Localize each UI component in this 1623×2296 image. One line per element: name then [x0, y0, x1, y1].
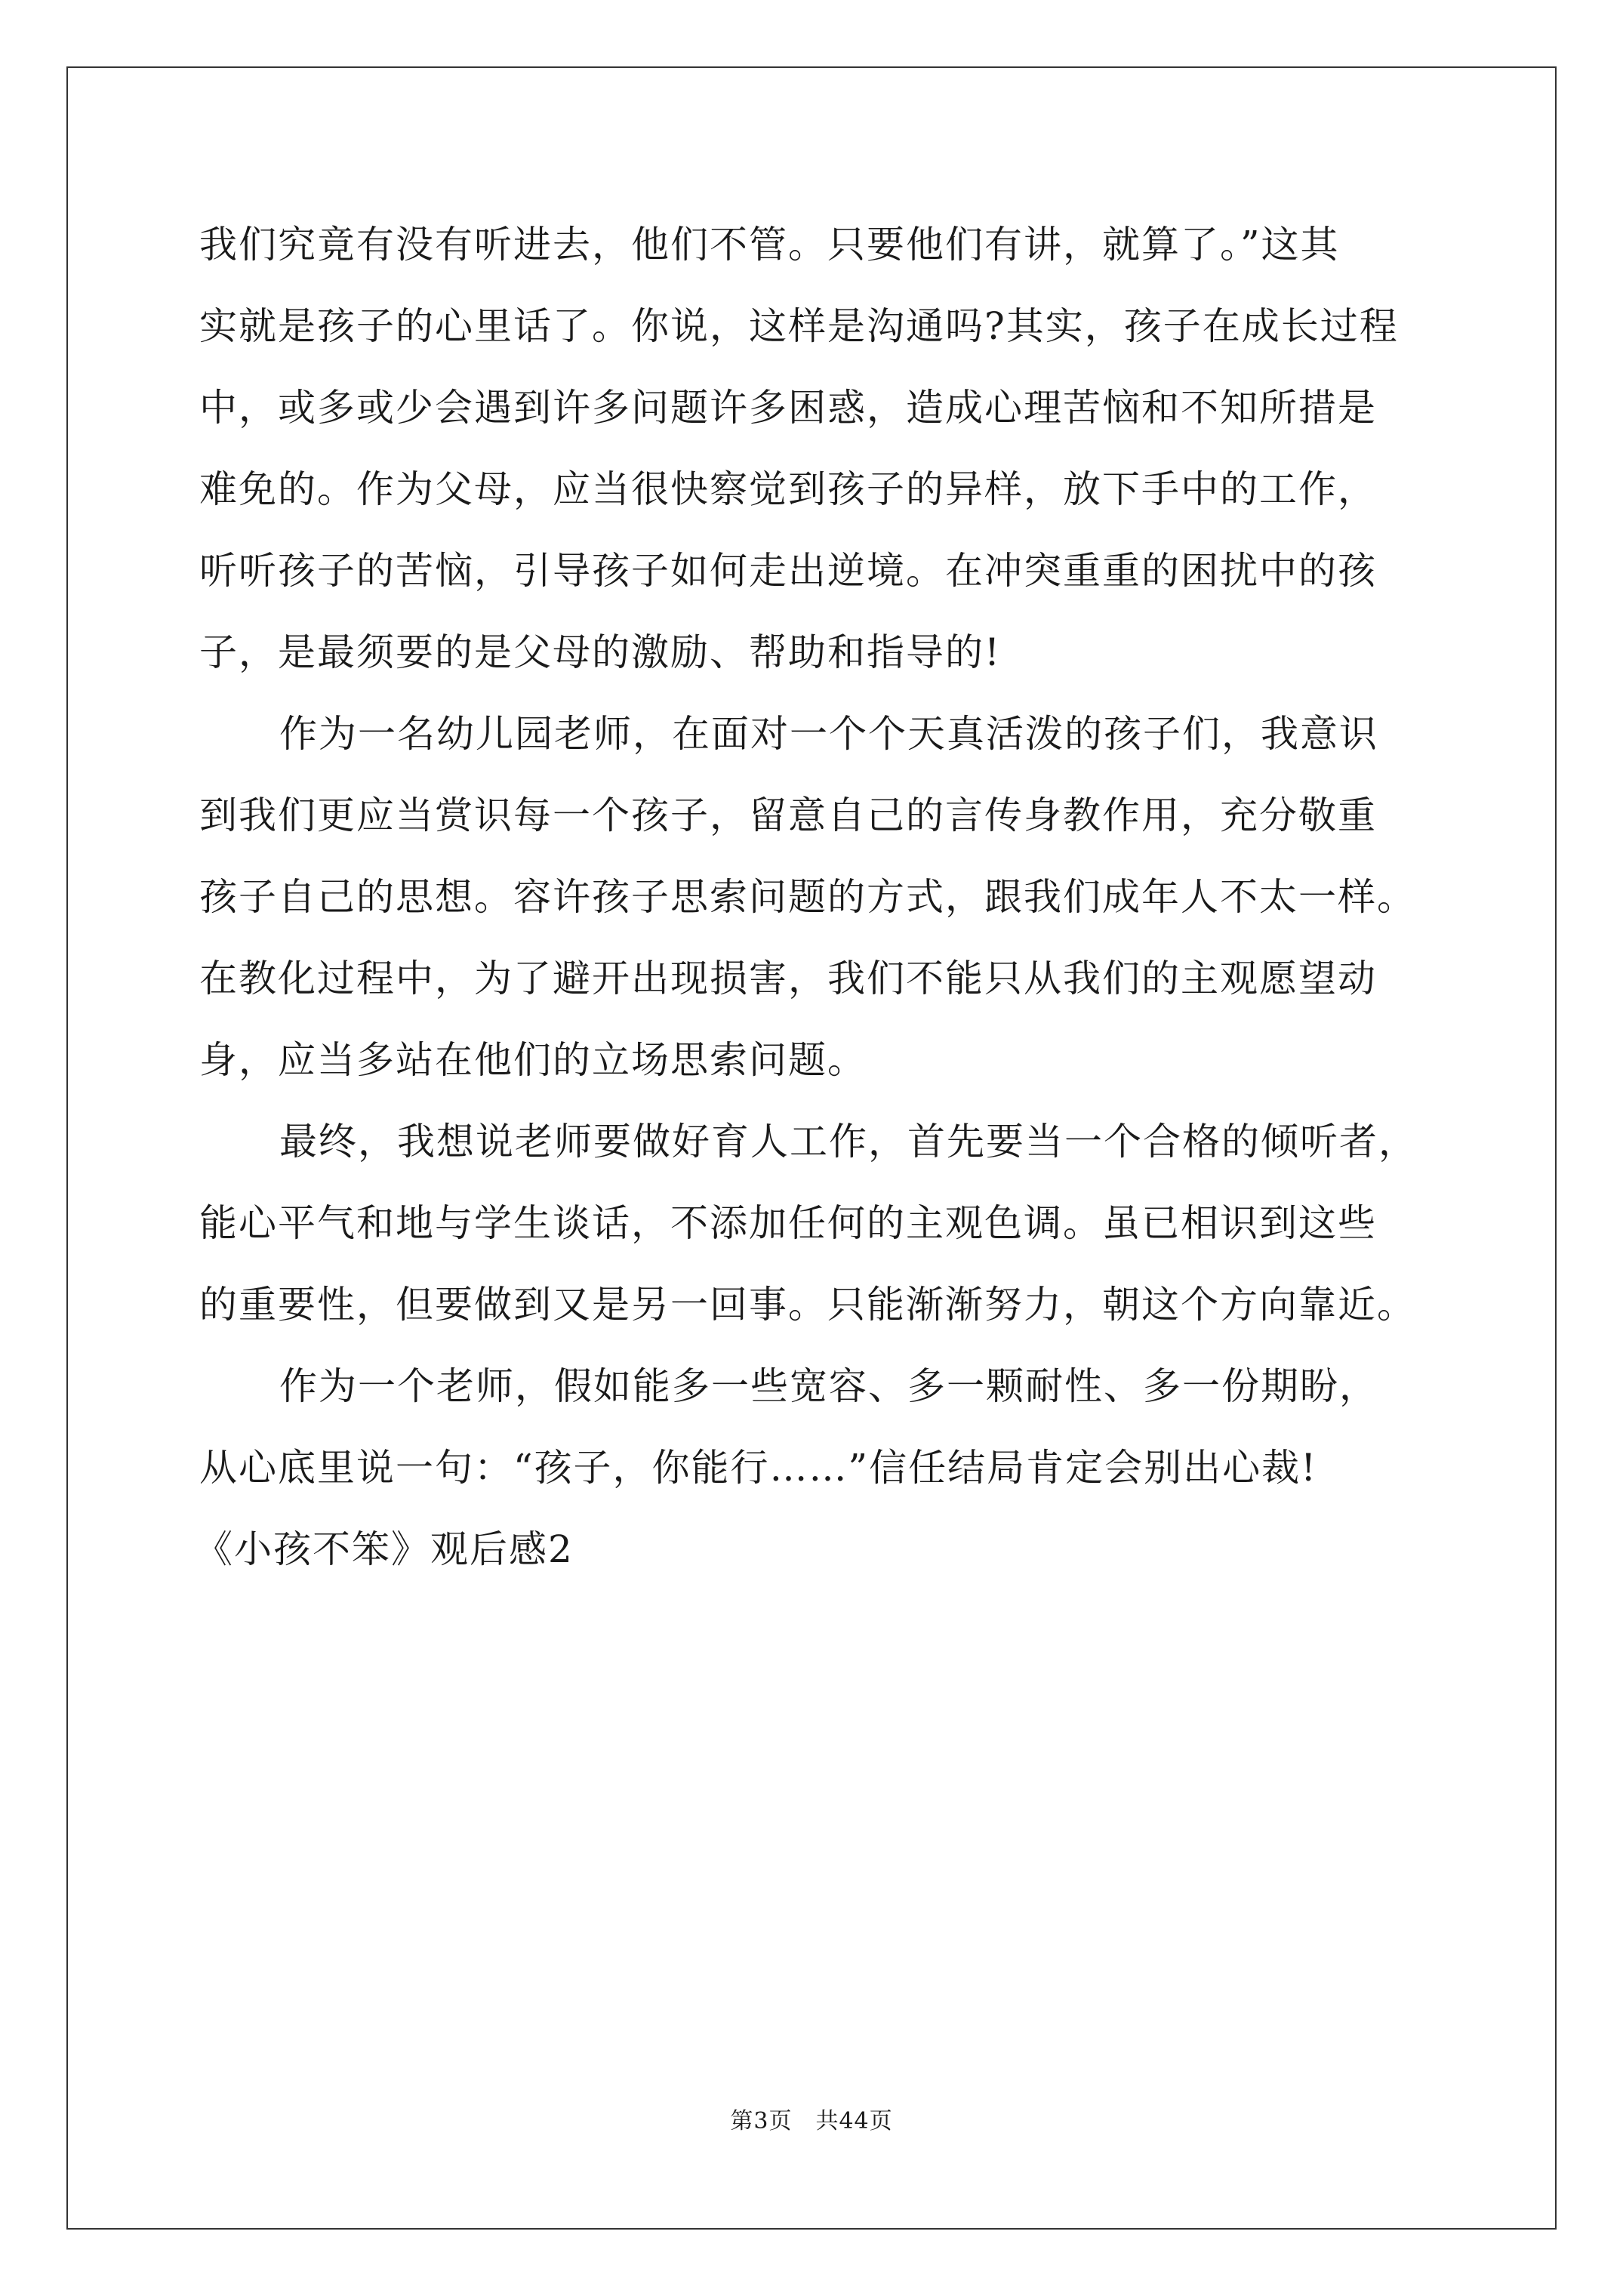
document-body: [195, 204, 1434, 1590]
paragraph-start-line: 最终，我想说老师要做好育人工作，首先要当一个合格的倾听者，: [279, 1120, 1418, 1163]
text-line: 子，是最须要的是父母的激励、帮助和指导的!: [199, 630, 1002, 674]
text-line: 到我们更应当赏识每一个孩子，留意自己的言传身教作用，充分敬重: [199, 794, 1377, 837]
text-line: 能心平气和地与学生谈话，不添加任何的主观色调。虽已相识到这些: [199, 1201, 1377, 1245]
text-line: 听听孩子的苦恼，引导孩子如何走出逆境。在冲突重重的困扰中的孩: [199, 549, 1377, 593]
text-line: 的重要性，但要做到又是另一回事。只能渐渐努力，朝这个方向靠近。: [199, 1283, 1416, 1327]
text-line: 实就是孩子的心里话了。你说，这样是沟通吗?其实，孩子在成长过程: [199, 304, 1399, 348]
paragraph-start-line: 作为一名幼儿园老师，在面对一个个天真活泼的孩子们，我意识: [279, 712, 1378, 756]
text-line: 中，或多或少会遇到许多问题许多困惑，造成心理苦恼和不知所措是: [199, 386, 1377, 430]
text-line: 从心底里说一句：“孩子，你能行……”信任结局肯定会别出心裁!: [199, 1446, 1318, 1490]
text-line: 我们究竟有没有听进去，他们不管。只要他们有讲，就算了。”这其: [199, 223, 1340, 267]
text-line: 在教化过程中，为了避开出现损害，我们不能只从我们的主观愿望动: [199, 957, 1377, 1000]
section-title: 《小孩不笨》观后感2: [195, 1527, 574, 1571]
text-line: 孩子自己的思想。容许孩子思索问题的方式，跟我们成年人不太一样。: [199, 875, 1416, 919]
text-line: 身，应当多站在他们的立场思索问题。: [199, 1038, 867, 1082]
paragraph-start-line: 作为一个老师，假如能多一些宽容、多一颗耐性、多一份期盼，: [279, 1364, 1378, 1408]
page-number-footer: 第3页 共44页: [730, 2108, 893, 2134]
text-line: 难免的。作为父母，应当很快察觉到孩子的异样，放下手中的工作，: [199, 467, 1377, 511]
